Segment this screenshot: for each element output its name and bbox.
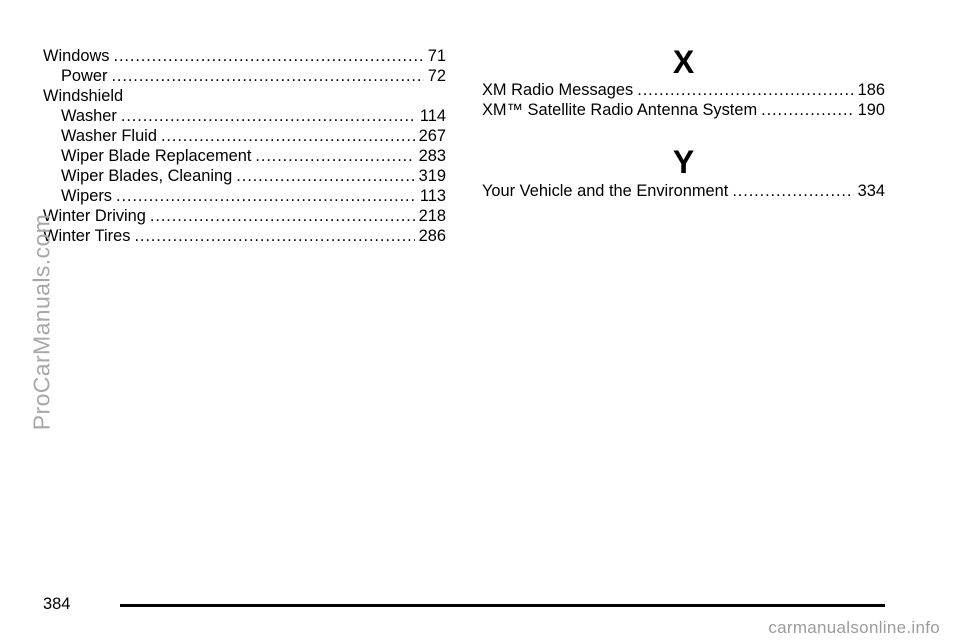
index-heading-windshield: Windshield [43,87,124,105]
dot-leader [637,80,853,100]
index-entry-page: 71 [427,47,446,65]
dot-leader [150,206,415,226]
index-entry-label: Washer Fluid [61,127,157,145]
section-letter-y: Y [672,144,695,180]
dot-leader [161,126,415,146]
index-entry-label: XM Radio Messages [482,81,634,99]
index-entry-windows [43,46,446,66]
index-entry-xm-satellite-radio-antenna [482,100,885,120]
side-watermark: ProCarManuals.com [28,213,55,431]
section-letter-x: X [672,44,695,80]
dot-leader [134,226,414,246]
dot-leader [236,166,414,186]
index-column-right-x [482,80,885,120]
index-entry-page: 186 [857,81,885,99]
index-entry-page: 113 [419,187,446,205]
index-entry-page: 267 [418,127,446,145]
index-entry-washer [43,106,446,126]
index-entry-page: 72 [427,67,446,85]
index-entry-page: 286 [418,227,446,245]
index-entry-label: Your Vehicle and the Environment [482,182,729,200]
index-entry-your-vehicle-environment [482,181,885,201]
index-entry-label: Windows [43,47,110,65]
index-entry-washer-fluid [43,126,446,146]
index-entry-wiper-blades-cleaning [43,166,446,186]
index-entry-label: Winter Tires [43,227,131,245]
index-entry-wiper-blade-replacement [43,146,446,166]
index-entry-label: Washer [61,107,117,125]
page-number: 384 [43,595,71,613]
index-entry-label: Wipers [61,187,112,205]
index-entry-page: 114 [419,107,446,125]
dot-leader [114,46,424,66]
index-entry-label: Wiper Blades, Cleaning [61,167,233,185]
dot-leader [111,66,423,86]
index-entry-power [43,66,446,86]
index-entry-xm-radio-messages [482,80,885,100]
index-entry-label: Wiper Blade Replacement [61,147,252,165]
index-entry-page: 334 [857,182,885,200]
bottom-watermark: carmanualsonline.info [768,618,940,637]
index-entry-label: XM™ Satellite Radio Antenna System [482,101,758,119]
dot-leader [255,146,414,166]
index-entry-wipers [43,186,446,206]
dot-leader [121,106,416,126]
index-entry-page: 190 [857,101,885,119]
index-entry-page: 283 [418,147,446,165]
index-column-left [43,46,446,246]
footer-rule [120,604,885,607]
index-entry-label: Winter Driving [43,207,146,225]
index-entry-label: Power [61,67,108,85]
index-entry-page: 218 [418,207,446,225]
dot-leader [116,186,416,206]
dot-leader [761,100,854,120]
index-entry-page: 319 [418,167,446,185]
index-entry-winter-tires [43,226,446,246]
index-entry-winter-driving [43,206,446,226]
dot-leader [732,181,853,201]
index-column-right-y [482,181,885,201]
